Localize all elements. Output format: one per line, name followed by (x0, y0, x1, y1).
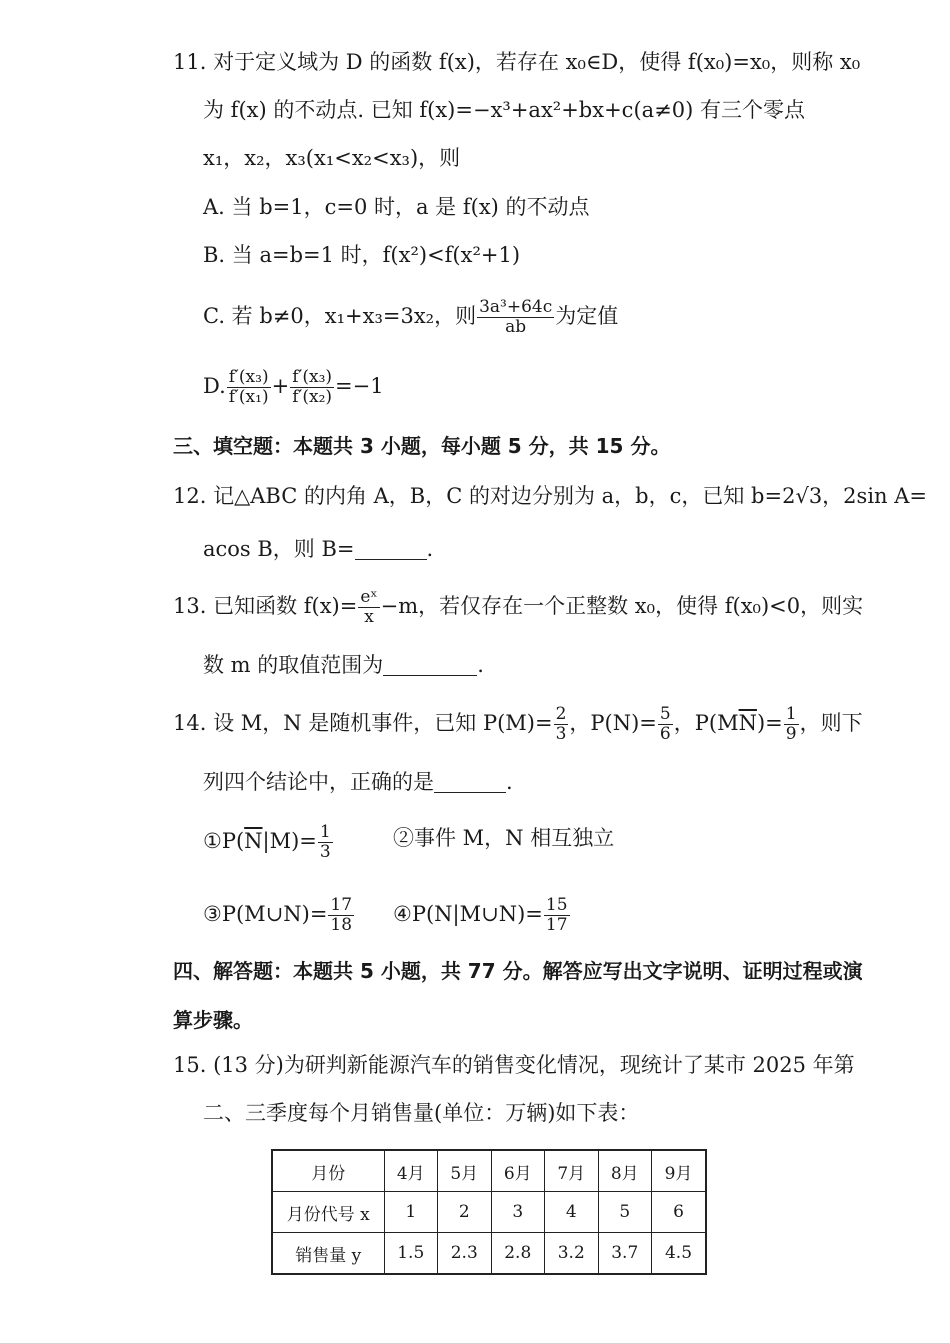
table-cell: 2.3 (438, 1233, 492, 1275)
q11-option-d-label: D. (203, 374, 226, 398)
table-cell: 7月 (545, 1150, 599, 1192)
q14-line2-pre: 列四个结论中，正确的是 (203, 770, 434, 794)
q13-line2-pre: 数 m 的取值范围为 (203, 653, 384, 677)
fraction-numerator: 5 (659, 704, 671, 724)
answer-blank[interactable] (355, 537, 427, 560)
q11-option-d-post: =−1 (335, 374, 384, 398)
fraction-numerator: eˣ (360, 587, 378, 607)
q13-line2-post: . (477, 653, 484, 677)
q12-line1: 12. 记△ABC 的内角 A，B，C 的对边分别为 a，b，c，已知 b=2√3，2sin A= (173, 484, 927, 508)
q14-c3-pre: ③P(M∪N)= (203, 902, 328, 926)
q14-c4-pre: ④P(N|M∪N)= (393, 902, 543, 926)
q14-pn-fraction (658, 705, 673, 744)
q14-mid3: )= (756, 711, 783, 735)
q14-conclusion-2: ②事件 M，N 相互独立 (393, 826, 615, 850)
fraction-numerator: f′(x₃) (292, 367, 333, 387)
q12-line2-pre: acos B，则 B= (203, 537, 355, 561)
table-cell: 1 (384, 1192, 438, 1233)
q14-mid2: ，P(M (673, 711, 739, 735)
q14-line1-post: ，则下 (799, 711, 863, 735)
table-cell: 销售量 y (272, 1233, 384, 1275)
table-cell: 5 (598, 1192, 652, 1233)
q11-option-c-post: 为定值 (555, 304, 619, 328)
fraction-denominator: 9 (785, 724, 797, 744)
q14-c4-fraction (544, 896, 570, 935)
fraction-denominator: 17 (545, 915, 568, 935)
q13-line1-post: −m，若仅存在一个正整数 x₀，使得 f(x₀)<0，则实 (380, 594, 864, 618)
fraction-numerator: 1 (319, 822, 331, 842)
q11-option-c-fraction (477, 298, 554, 337)
fraction-numerator: 15 (545, 895, 568, 915)
table-cell: 6月 (491, 1150, 545, 1192)
table-cell: 3.2 (545, 1233, 599, 1275)
q11-stem-line2: 为 f(x) 的不动点. 已知 f(x)=−x³+ax²+bx+c(a≠0) 有三个零点 (203, 98, 805, 122)
q11-option-d: D. $\frac{\text{f′(x₃)}}{\text{f′(x₁)}}$ + $\frac{\text{f′(x₃)}}{\text{f′(x₂)}}$ =−1 (203, 367, 384, 407)
q15-line1: 15. (13 分)为研判新能源汽车的销售变化情况，现统计了某市 2025 年第 (173, 1053, 855, 1077)
q14-conclusion-1 (203, 823, 334, 862)
q14-c1-pre: ①P( (203, 829, 245, 853)
table-cell: 6 (652, 1192, 707, 1233)
q14-line2 (203, 767, 513, 797)
q11-option-c-pre: C. 若 b≠0，x₁+x₃=3x₂，则 (203, 304, 477, 328)
q14-conclusion-4 (393, 896, 571, 935)
table-cell: 月份 (272, 1150, 384, 1192)
q11-option-d-fraction-2 (290, 368, 334, 407)
table-cell: 4.5 (652, 1233, 707, 1275)
q14-line2-post: . (506, 770, 513, 794)
fraction-numerator: 1 (785, 704, 797, 724)
fraction-numerator: 3a³+64c (479, 297, 553, 317)
q11-option-a: A. 当 b=1，c=0 时，a 是 f(x) 的不动点 (203, 195, 590, 219)
q14-c1-mid: |M)= (262, 829, 317, 853)
answer-blank[interactable] (383, 653, 477, 676)
answer-blank[interactable] (434, 770, 506, 793)
fraction-denominator: 3 (555, 724, 567, 744)
q15-line2: 二、三季度每个月销售量(单位：万辆)如下表： (203, 1101, 640, 1125)
q14-mid1: ，P(N)= (569, 711, 657, 735)
q11-option-c (203, 298, 618, 337)
q14-c3-fraction (328, 896, 354, 935)
table-cell: 3.7 (598, 1233, 652, 1275)
table-cell: 9月 (652, 1150, 707, 1192)
fraction-denominator: 3 (319, 842, 331, 862)
fraction-denominator: x (364, 607, 374, 627)
q14-n-bar: $\overline{N}$ (738, 711, 757, 735)
sales-table (271, 1149, 707, 1275)
fraction-denominator: 18 (330, 915, 353, 935)
q12-line2 (203, 534, 433, 564)
q14-conclusion-3 (203, 896, 355, 935)
table-row (272, 1192, 706, 1233)
q11-stem-line3: x₁，x₂，x₃(x₁<x₂<x₃)，则 (203, 146, 461, 170)
q13-line1-pre: 13. 已知函数 f(x)= (173, 594, 358, 618)
table-cell: 2.8 (491, 1233, 545, 1275)
q14-c1-fraction (318, 823, 333, 862)
fraction-denominator: ab (505, 317, 527, 337)
section-4-heading-line2: 算步骤。 (173, 1008, 253, 1032)
fraction-numerator: 17 (330, 895, 353, 915)
q13-line2 (203, 650, 484, 680)
fraction-denominator: f′(x₁) (228, 387, 269, 407)
q14-pm-fraction (554, 705, 569, 744)
table-cell: 2 (438, 1192, 492, 1233)
q11-option-b: B. 当 a=b=1 时，f(x²)<f(x²+1) (203, 243, 521, 267)
section-4-heading-line1: 四、解答题：本题共 5 小题，共 77 分。解答应写出文字说明、证明过程或演 (173, 959, 863, 983)
fraction-denominator: 6 (659, 724, 671, 744)
fraction-numerator: 2 (555, 704, 567, 724)
table-cell: 1.5 (384, 1233, 438, 1275)
fraction-numerator: f′(x₃) (228, 367, 269, 387)
q14-line1-pre: 14. 设 M，N 是随机事件，已知 P(M)= (173, 711, 553, 735)
q12-line2-post: . (426, 537, 434, 561)
table-cell: 5月 (438, 1150, 492, 1192)
q13-line1 (173, 588, 863, 627)
table-cell: 月份代号 x (272, 1192, 384, 1233)
table-cell: 4 (545, 1192, 599, 1233)
q13-fraction (358, 588, 379, 627)
q11-stem-line1: 11. 对于定义域为 D 的函数 f(x)，若存在 x₀∈D，使得 f(x₀)=x₀，则称 x₀ (173, 50, 861, 74)
table-cell: 4月 (384, 1150, 438, 1192)
table-row (272, 1233, 706, 1275)
table-cell: 3 (491, 1192, 545, 1233)
q14-c1-n-bar: $\overline{N}$ (244, 829, 263, 853)
table-row (272, 1150, 706, 1192)
section-3-heading: 三、填空题：本题共 3 小题，每小题 5 分，共 15 分。 (173, 434, 671, 458)
table-cell: 8月 (598, 1150, 652, 1192)
q14-line1 (173, 705, 863, 744)
fraction-denominator: f′(x₂) (292, 387, 333, 407)
q14-pmn-fraction (784, 705, 799, 744)
q11-option-d-fraction-1 (227, 368, 271, 407)
